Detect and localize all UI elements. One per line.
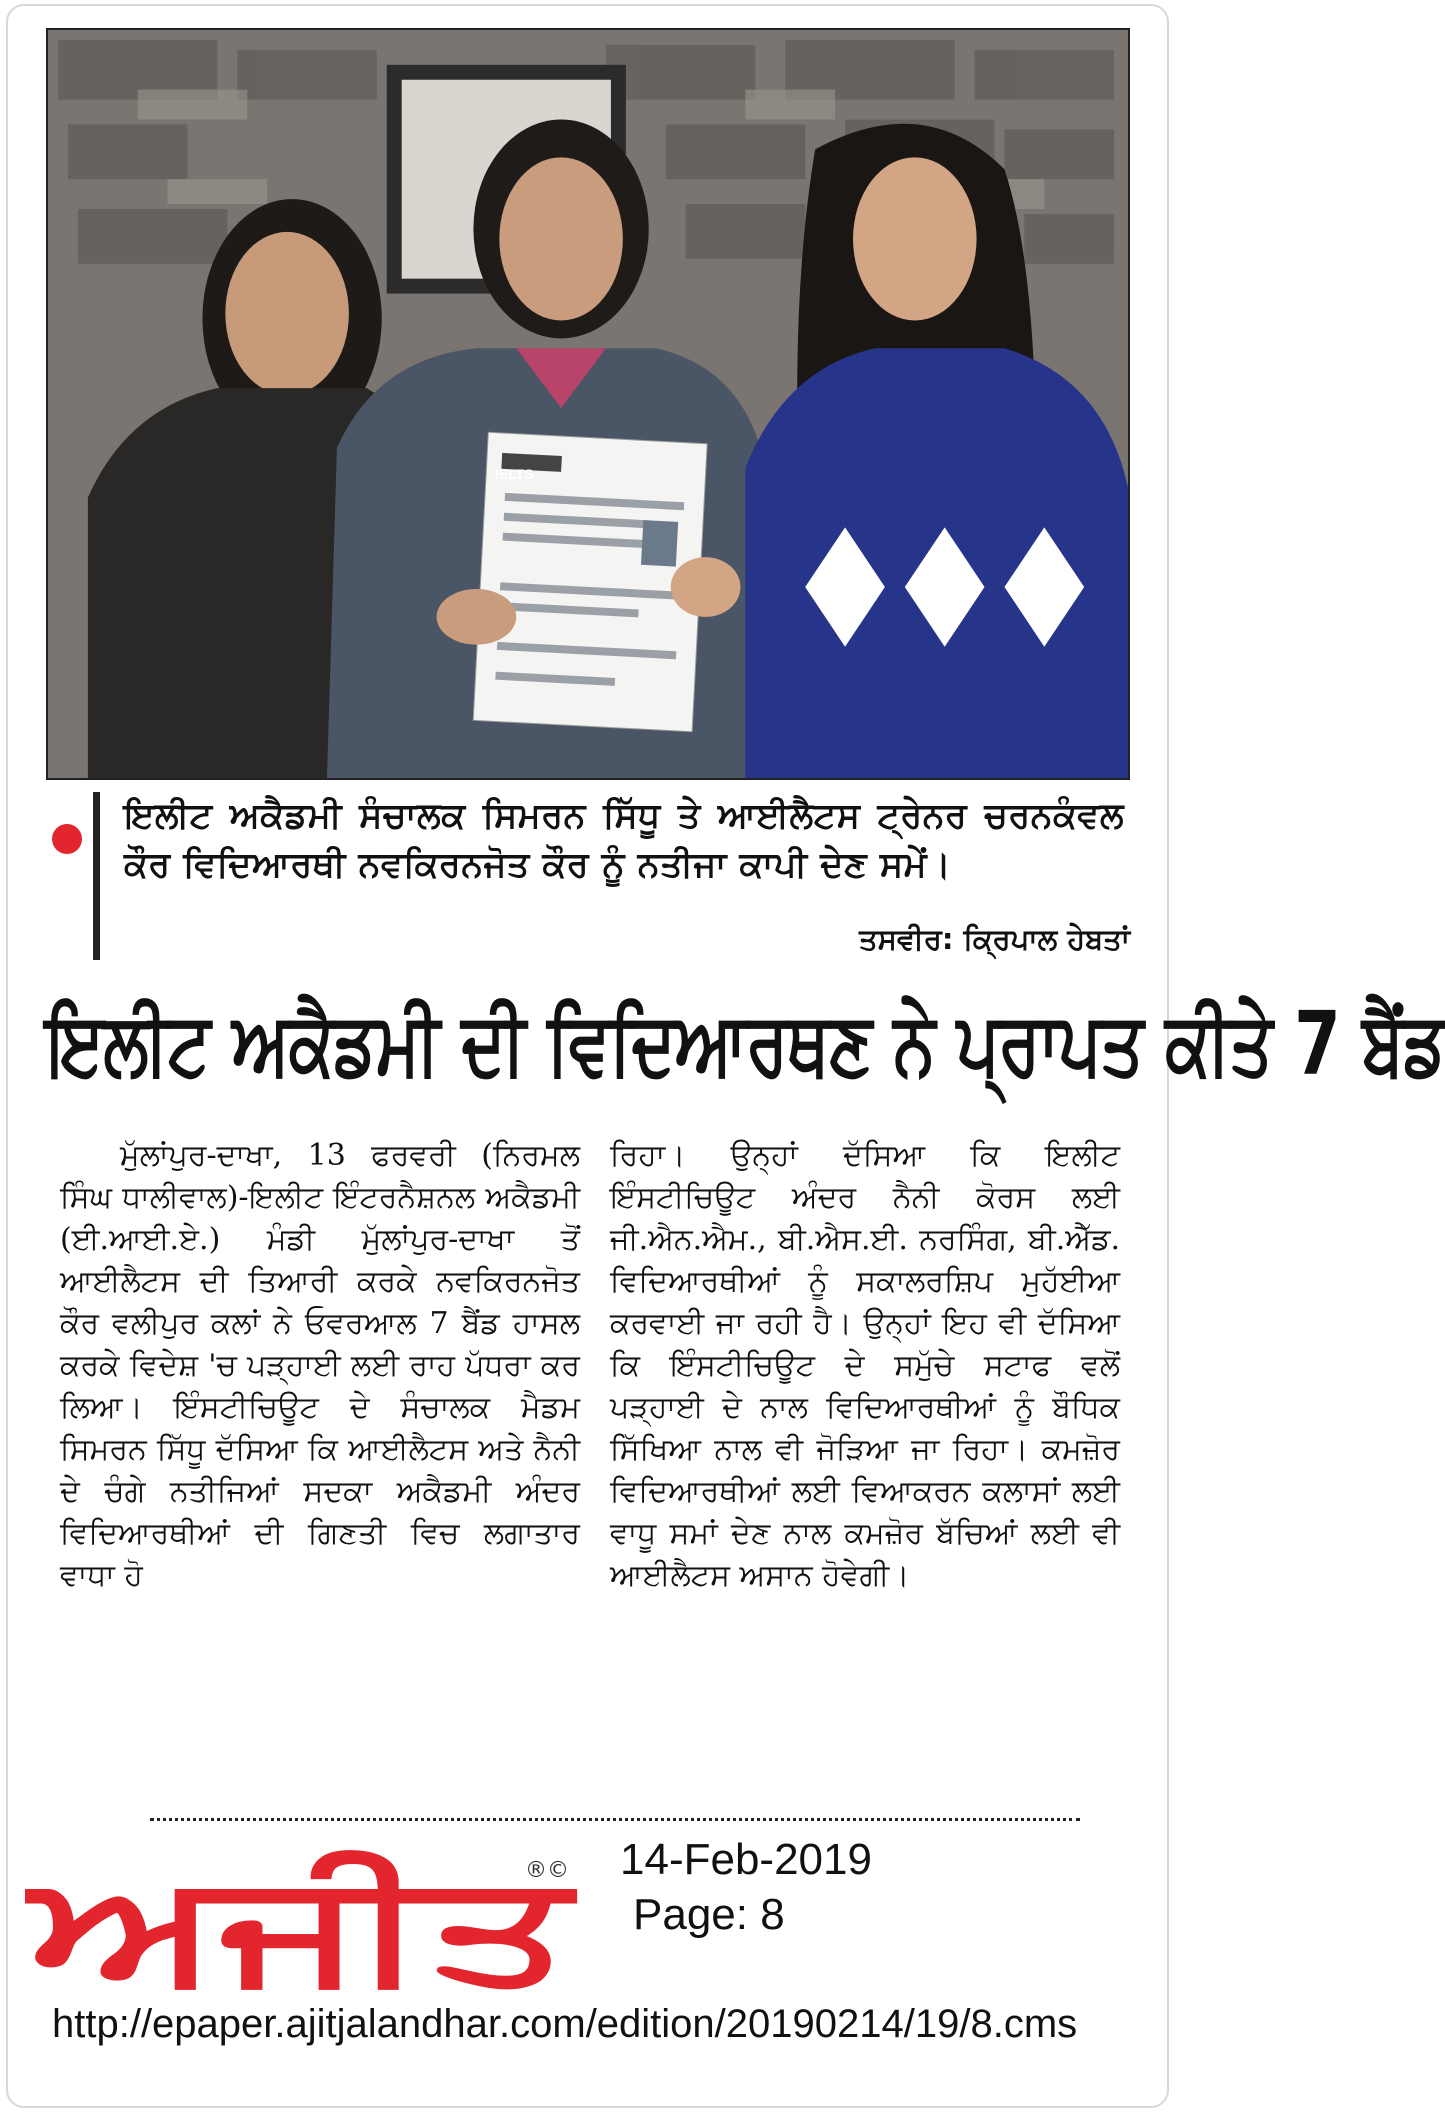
certificate-label: IELTS [495, 466, 534, 482]
svg-text:ਅਜੀਤ: ਅਜੀਤ [24, 1842, 578, 2016]
registered-mark: ®© [525, 1858, 569, 1883]
article-headline: ਇਲੀਟ ਅਕੈਡਮੀ ਦੀ ਵਿਦਿਆਰਥਣ ਨੇ ਪ੍ਰਾਪਤ ਕੀਤੇ 7 ਬੈਂਡ [46, 993, 1445, 1095]
ajit-logo [24, 1840, 590, 2016]
caption-text: ਇਲੀਟ ਅਕੈਡਮੀ ਸੰਚਾਲਕ ਸਿਮਰਨ ਸਿੱਧੂ ਤੇ ਆਈਲੈਟਸ ਟ੍ਰੇਨਰ ਚਰਨਕੰਵਲ ਕੌਰ ਵਿਦਿਆਰਥੀ ਨਵਕਿਰਨਜੋਤ ਕੌਰ ਨੂੰ ਨਤੀਜਾ ਕਾਪੀ ਦੇਣ ਸਮੇਂ। [124, 796, 1124, 885]
edition-date: 14-Feb-2019 [620, 1835, 872, 1884]
photo-illustration [48, 30, 1128, 778]
footer-divider [150, 1818, 1080, 1827]
article-column-right: ਰਿਹਾ। ਉਨ੍ਹਾਂ ਦੱਸਿਆ ਕਿ ਇਲੀਟ ਇੰਸਟੀਚਿਊਟ ਅੰਦਰ ਨੈਨੀ ਕੋਰਸ ਲਈ ਜੀ.ਐਨ.ਐਮ., ਬੀ.ਐਸ.ਈ. ਨਰਸਿੰਗ, ਬੀ.ਐੱਡ. ਵਿਦਿਆਰਥੀਆਂ ਨੂੰ ਸਕਾਲਰਸ਼ਿਪ ਮੁਹੱਈਆ ਕਰਵਾਈ ਜਾ ਰਹੀ ਹੈ। ਉਨ੍ਹਾਂ ਇਹ ਵੀ ਦੱਸਿਆ ਕਿ ਇੰਸਟੀਚਿਊਟ ਦੇ ਸਮੁੱਚੇ ਸਟਾਫ ਵਲੋਂ ਪੜ੍ਹਾਈ ਦੇ ਨਾਲ ਵਿਦਿਆਰਥੀਆਂ ਨੂੰ ਬੌਧਿਕ ਸਿੱਖਿਆ ਨਾਲ ਵੀ ਜੋੜਿਆ ਜਾ ਰਿਹਾ। ਕਮਜ਼ੋਰ ਵਿਦਿਆਰਥੀਆਂ ਲਈ ਵਿਆਕਰਨ ਕਲਾਸਾਂ ਲਈ ਵਾਧੂ ਸਮਾਂ ਦੇਣ ਨਾਲ ਕਮਜ਼ੋਰ ਬੱਚਿਆਂ ਲਈ ਵੀ ਆਈਲੈਟਸ ਅਸਾਨ ਹੋਵੇਗੀ। [610, 1138, 1120, 1593]
ajit-logo-icon [24, 1840, 590, 2016]
source-url[interactable]: http://epaper.ajitjalandhar.com/edition/20190214/19/8.cms [52, 2002, 1078, 2046]
news-photo [46, 28, 1130, 780]
photo-caption [46, 792, 1130, 962]
article-column-left: ਮੁੱਲਾਂਪੁਰ-ਦਾਖਾ, 13 ਫਰਵਰੀ (ਨਿਰਮਲ ਸਿੰਘ ਧਾਲੀਵਾਲ)-ਇਲੀਟ ਇੰਟਰਨੈਸ਼ਨਲ ਅਕੈਡਮੀ (ਈ.ਆਈ.ਏ.) ਮੰਡੀ ਮੁੱਲਾਂਪੁਰ-ਦਾਖਾ ਤੋਂ ਆਈਲੈਟਸ ਦੀ ਤਿਆਰੀ ਕਰਕੇ ਨਵਕਿਰਨਜੋਤ ਕੌਰ ਵਲੀਪੁਰ ਕਲਾਂ ਨੇ ਓਵਰਆਲ 7 ਬੈਂਡ ਹਾਸਲ ਕਰਕੇ ਵਿਦੇਸ਼ 'ਚ ਪੜ੍ਹਾਈ ਲਈ ਰਾਹ ਪੱਧਰਾ ਕਰ ਲਿਆ। ਇੰਸਟੀਚਿਊਟ ਦੇ ਸੰਚਾਲਕ ਮੈਡਮ ਸਿਮਰਨ ਸਿੱਧੂ ਦੱਸਿਆ ਕਿ ਆਈਲੈਟਸ ਅਤੇ ਨੈਨੀ ਦੇ ਚੰਗੇ ਨਤੀਜਿਆਂ ਸਦਕਾ ਅਕੈਡਮੀ ਅੰਦਰ ਵਿਦਿਆਰਥੀਆਂ ਦੀ ਗਿਣਤੀ ਵਿਚ ਲਗਾਤਾਰ ਵਾਧਾ ਹੋ [60, 1138, 580, 1593]
caption-divider [93, 792, 100, 960]
page-number: Page: 8 [633, 1890, 785, 1939]
photo-credit: ਤਸਵੀਰ: ਕ੍ਰਿਪਾਲ ਹੇਬਤਾਂ [859, 922, 1130, 956]
bullet-dot-icon [52, 824, 82, 854]
